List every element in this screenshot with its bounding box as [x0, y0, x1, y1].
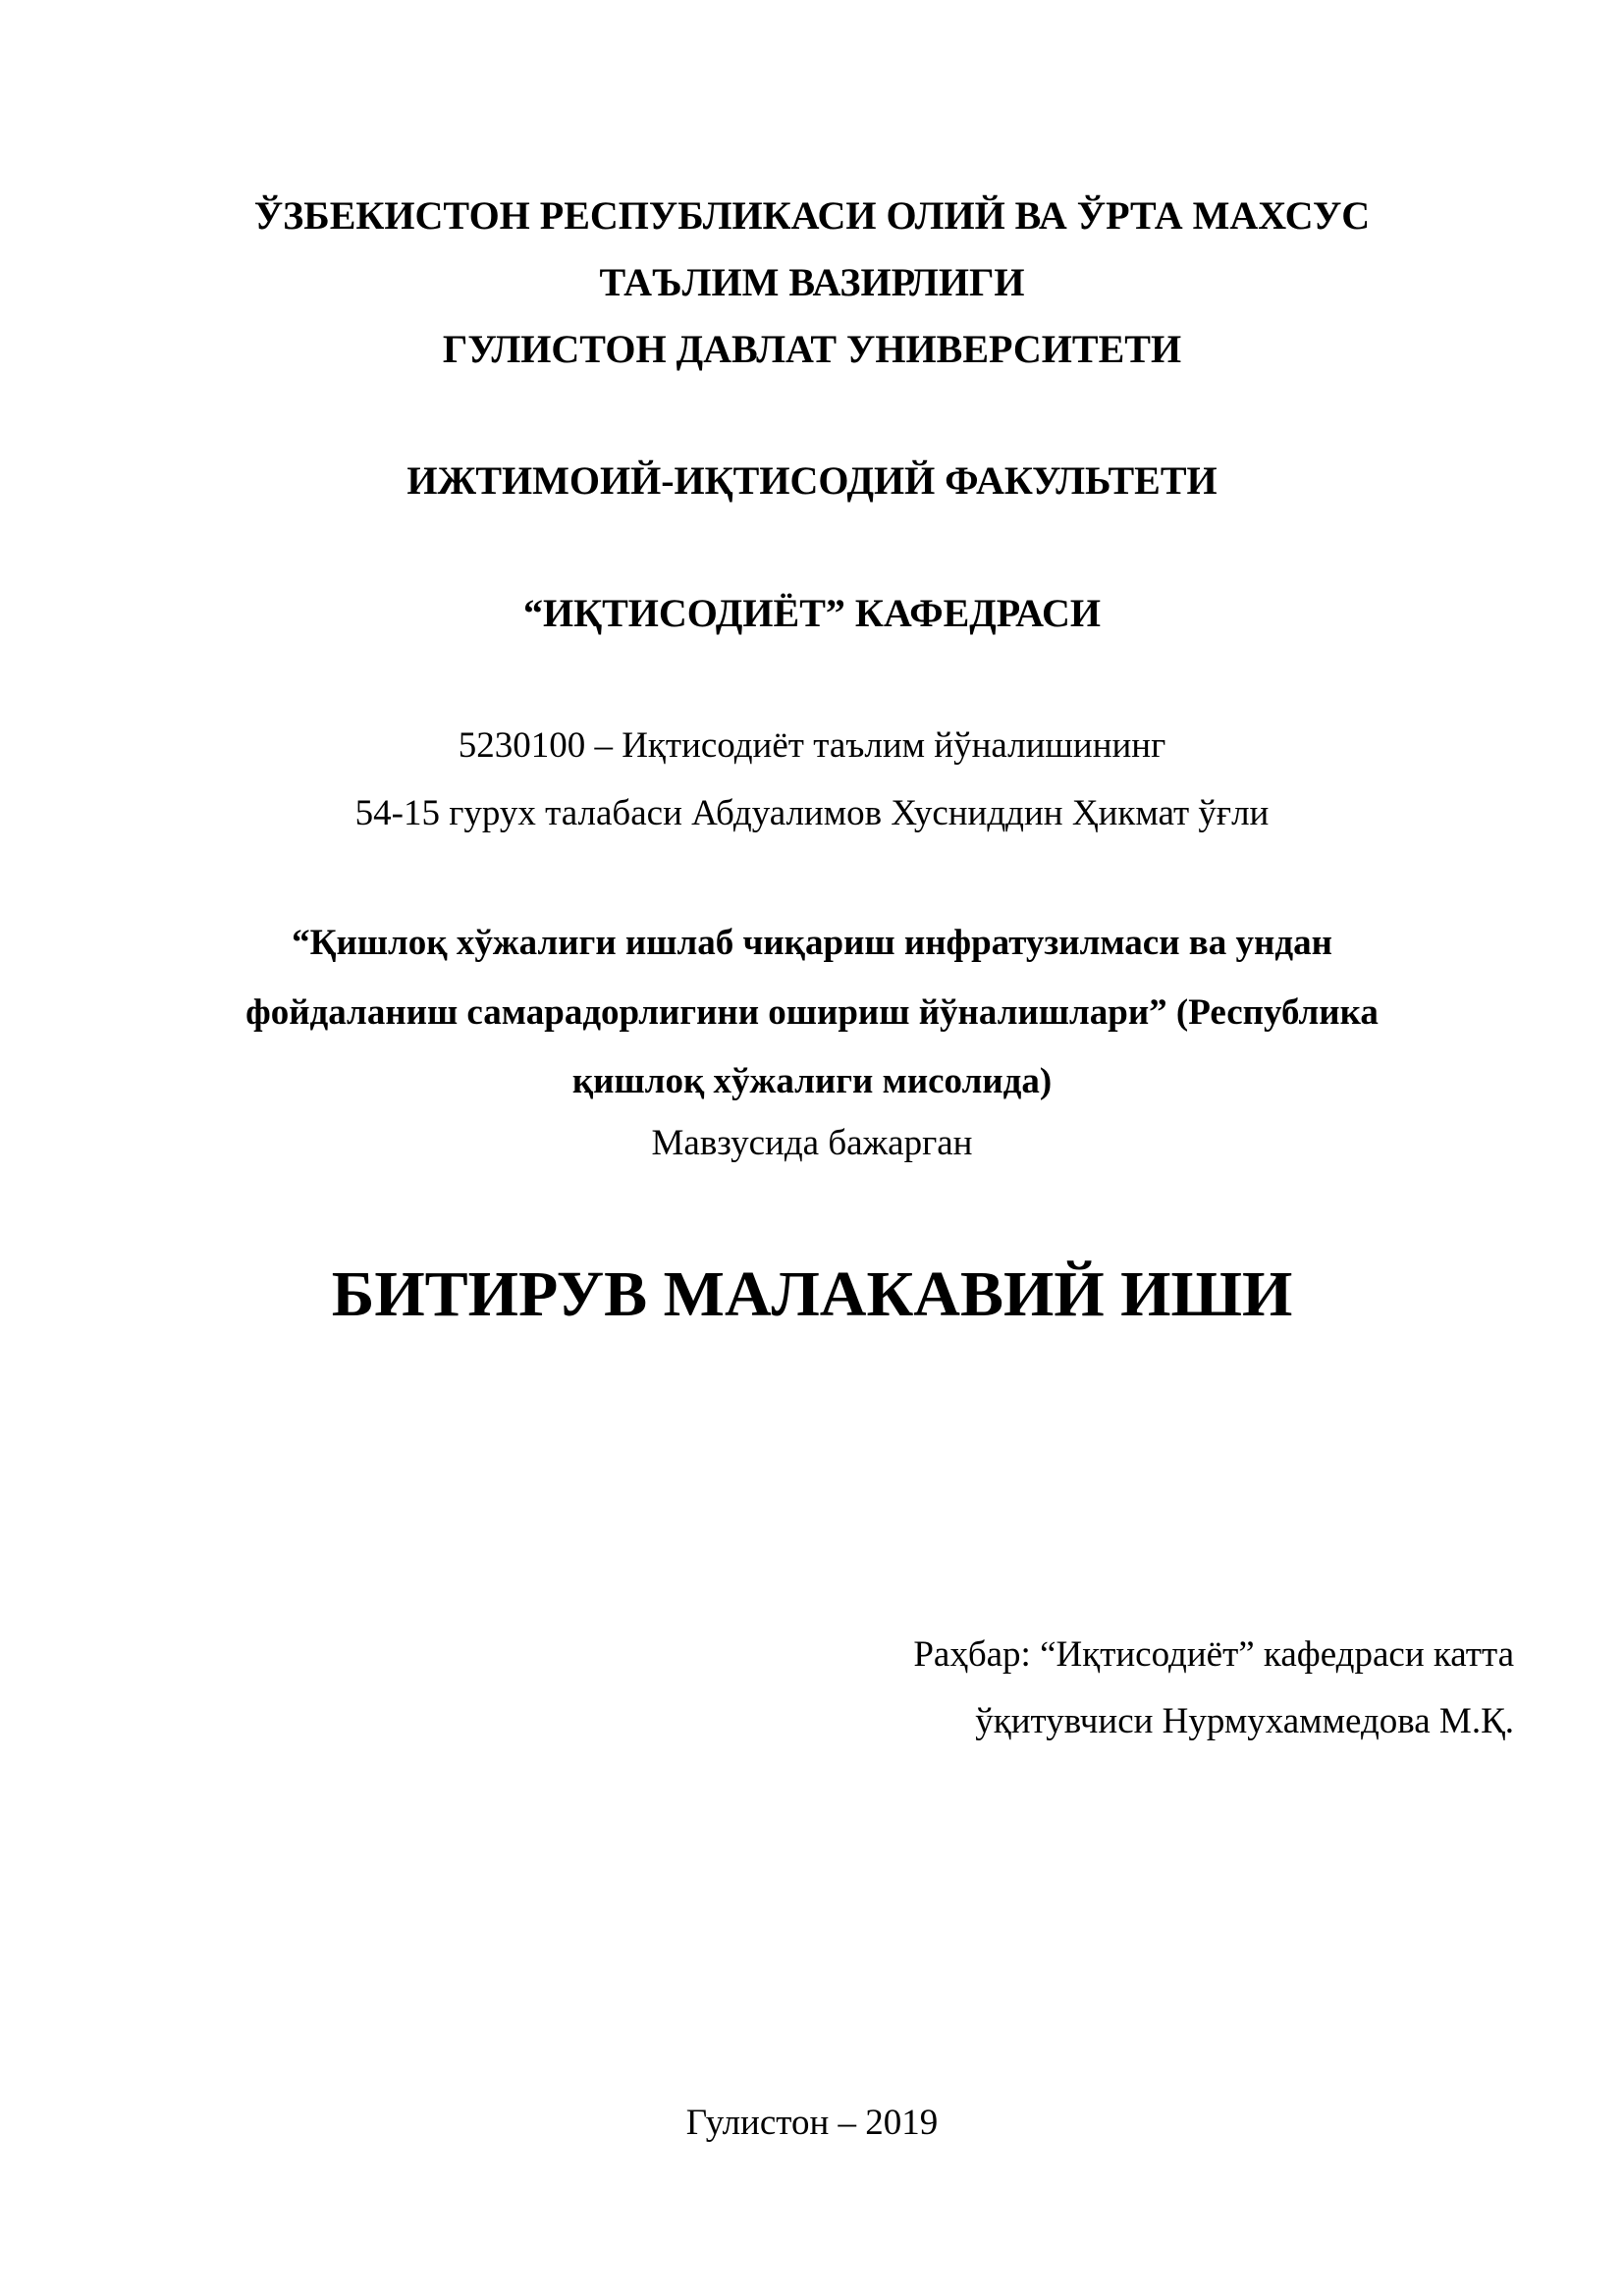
supervisor-line-2: ўқитувчиси Нурмухаммедова М.Қ. [975, 1701, 1514, 1741]
topic-caption: Мавзусида бажарган [651, 1123, 973, 1163]
supervisor-line-1: Раҳбар: “Иқтисодиёт” кафедраси катта [913, 1634, 1514, 1675]
topic-line-3: қишлоқ хўжалиги мисолида) [571, 1061, 1053, 1101]
place-year: Гулистон – 2019 [685, 2103, 939, 2143]
student-name-line: 54-15 гурух талабаси Абдуалимов Хусниддин Ҳикмат ўғли [354, 793, 1270, 833]
ministry-line-2: ТАЪЛИМ ВАЗИРЛИГИ [599, 260, 1025, 304]
ministry-line-1: ЎЗБЕКИСТОН РЕСПУБЛИКАСИ ОЛИЙ ВА ЎРТА МАХСУС [253, 193, 1371, 238]
department-name: “ИҚТИСОДИЁТ” КАФЕДРАСИ [522, 591, 1102, 635]
topic-line-2: фойдаланиш самарадорлигини ошириш йўналишлари” (Республика [245, 992, 1379, 1033]
topic-line-1: “Қишлоқ хўжалиги ишлаб чиқариш инфратузилмаси ва ундан [292, 923, 1332, 963]
student-program-line: 5230100 – Иқтисодиёт таълим йўналишининг [458, 725, 1166, 766]
faculty-name: ИЖТИМОИЙ-ИҚТИСОДИЙ ФАКУЛЬТЕТИ [406, 458, 1218, 503]
university-name: ГУЛИСТОН ДАВЛАТ УНИВЕРСИТЕТИ [442, 327, 1182, 371]
work-title: БИТИРУВ МАЛАКАВИЙ ИШИ [331, 1258, 1293, 1330]
